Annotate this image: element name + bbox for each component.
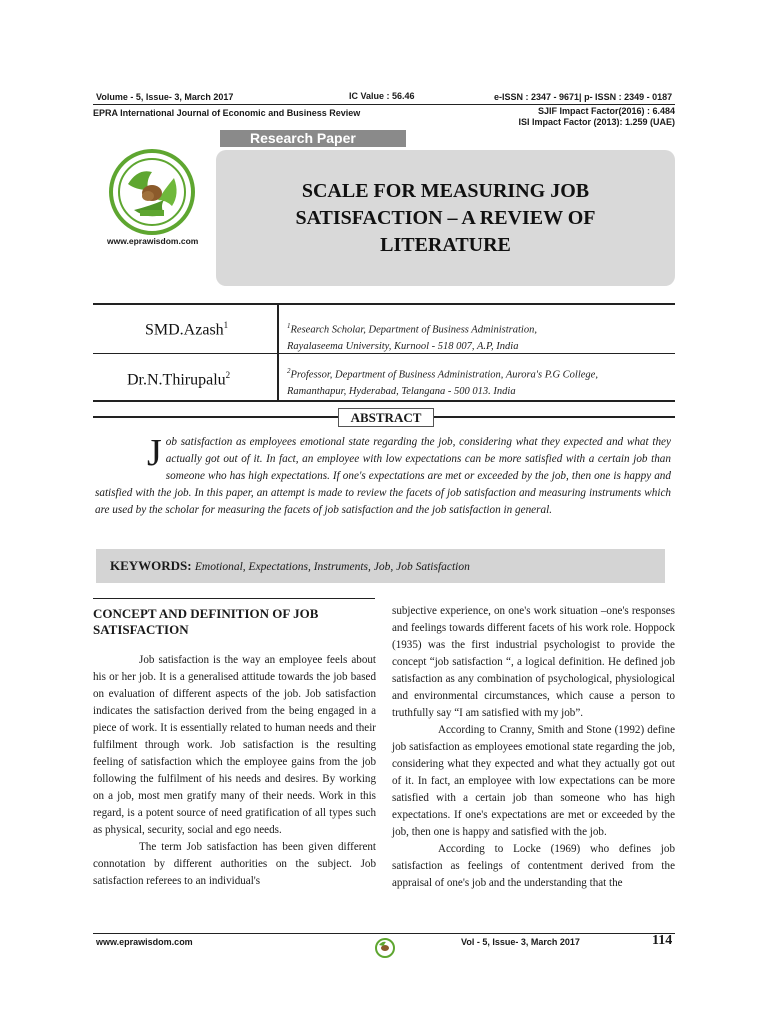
right-paragraph-3: According to Locke (1969) who defines job satisfaction as feelings of contentment derived from the appraisal of one's job and the understanding that the <box>392 843 675 889</box>
paper-title <box>216 178 675 259</box>
author-1-affiliation: $^1$Research Scholar, Department of Business Administration, Rayalaseema University, Kurnool - 518 007, A.P, India <box>287 322 537 352</box>
epra-logo <box>104 148 200 236</box>
right-paragraph-2: According to Cranny, Smith and Stone (1992) define job satisfaction as employees emotional state regarding the job, considering what they expected and what they actually got out of it. In fact, an employee with low expectations can be more satisfied with a certain job than someone who has high expectations. If one's expectations are met or exceeded by the job, then one is happy and satisfied with the job. <box>392 724 675 838</box>
left-paragraph-2: The term Job satisfaction has been given different connotation by different authorities on the subject. Job satisfaction referees to an individual's <box>93 841 376 887</box>
author-table-bottom <box>93 400 675 402</box>
journal-name: EPRA International Journal of Economic and Business Review <box>93 108 361 118</box>
section-heading: CONCEPT AND DEFINITION OF JOB SATISFACTION <box>93 606 319 637</box>
author-1-name: SMD.Azash$^1$ <box>145 320 229 339</box>
left-paragraph-1: Job satisfaction is the way an employee feels about his or her job. It is a generalised attitude towards the job based on evaluation of different aspects of the job. Job satisfaction indicates the satisfaction derived from the being engaged in a piece of work. It is essentially related to human needs and their fulfilment through work. Job satisfaction is the resulting feeling of satisfaction which the employee gains from the job following the fulfilment of his needs and desires. By working on a job, most men gratify many of their needs. Work in this regard, is a potent source of need gratification of all types such as physical, security, social and ego needs. <box>93 654 376 836</box>
author-table-top <box>93 303 675 305</box>
right-paragraph-1: subjective experience, on one's work situation –one's responses and feelings towards different facets of his work role. Hoppock (1935) was the first industrial psychologist to provide the concept “job satisfaction “, a logical definition. He defined job satisfaction as any combination of psychological, physiological and environmental circumstances, which cause a person to truthfully say “I am satisfied with my job”. <box>392 605 675 719</box>
right-column <box>392 603 675 892</box>
left-column-rule <box>93 598 375 599</box>
title-line-3: LITERATURE <box>380 234 511 256</box>
issn-info: e-ISSN : 2347 - 9671| p- ISSN : 2349 - 0187 <box>494 92 673 102</box>
footer-website: www.eprawisdom.com <box>96 937 193 947</box>
isi-impact: ISI Impact Factor (2013): 1.259 (UAE) <box>518 117 675 127</box>
keywords: KEYWORDS: Emotional, Expectations, Instruments, Job, Job Satisfaction <box>110 558 470 573</box>
sjif-impact: SJIF Impact Factor(2016) : 6.484 <box>537 106 675 116</box>
footer-logo-icon <box>374 938 396 958</box>
volume-info: Volume - 5, Issue- 3, March 2017 <box>96 92 234 102</box>
footer-issue: Vol - 5, Issue- 3, March 2017 <box>461 937 580 947</box>
abstract-label: ABSTRACT <box>338 408 434 427</box>
left-column <box>93 652 376 890</box>
logo-website: www.eprawisdom.com <box>107 236 199 246</box>
page-number: 114 <box>652 933 673 948</box>
header-rule <box>93 104 675 105</box>
footer-rule <box>93 933 675 934</box>
research-paper-tab: Research Paper <box>220 130 406 147</box>
abstract-drop-cap: J <box>147 432 162 474</box>
ic-value: IC Value : 56.46 <box>349 91 415 101</box>
author-table-divider <box>277 305 279 401</box>
title-line-2: SATISFACTION – A REVIEW OF <box>295 207 596 229</box>
abstract-text: Job satisfaction as employees emotional state regarding the job, considering what they expected and what they actually got out of it. In fact, an employee with low expectations can be more satisfied with a certain job than someone who has high expectations. If one's expectations are met or exceeded by the job, then one is happy and satisfied with the job. In this paper, an attempt is made to review the facets of job satisfaction and measuring instruments which are used by the scholar for measuring the facets of job satisfaction and the job satisfaction in general. <box>95 432 671 516</box>
title-line-1: SCALE FOR MEASURING JOB <box>301 180 590 202</box>
author-2-name: Dr.N.Thirupalu$^2$ <box>127 370 231 389</box>
author-2-affiliation: $^2$Professor, Department of Business Administration, Aurora's P.G College, Ramanthapur, Hyderabad, Telangana - 500 013. India <box>287 367 598 397</box>
